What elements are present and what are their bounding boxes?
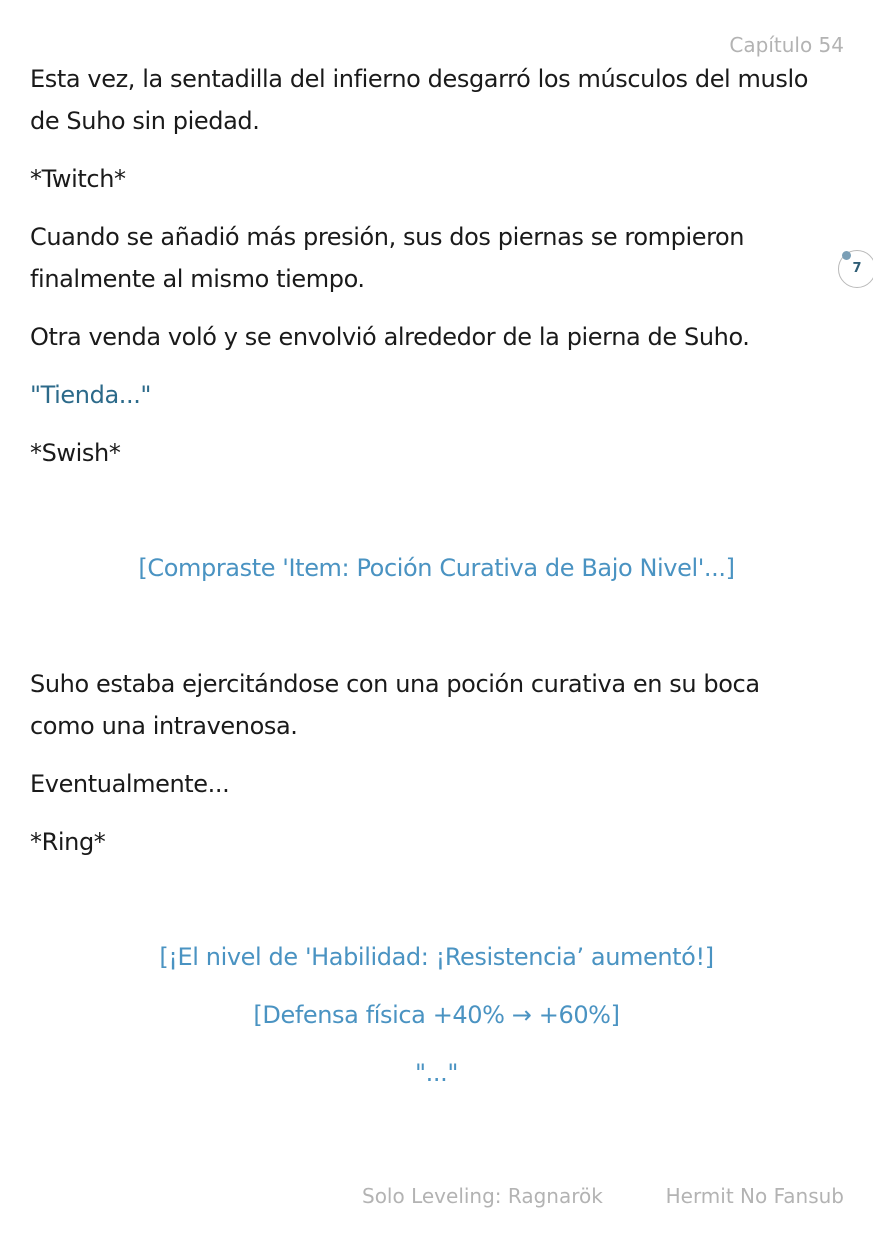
reading-content — [30, 58, 830, 1094]
paragraph: Esta vez, la sentadilla del infierno desgarró los músculos del muslo de Suho sin piedad. — [30, 65, 808, 135]
footer-book-title: Solo Leveling: Ragnarök — [362, 1184, 603, 1208]
page-number: 7 — [852, 261, 862, 276]
chapter-label: Capítulo 54 — [729, 33, 844, 57]
footer-group-name: Hermit No Fansub — [665, 1184, 844, 1208]
system-message: "..." — [415, 1059, 458, 1087]
paragraph: *Ring* — [30, 828, 106, 856]
system-message: [¡El nivel de 'Habilidad: ¡Resistencia’ aumentó!] — [159, 943, 714, 971]
paragraph: *Twitch* — [30, 165, 126, 193]
system-message: [Defensa física +40% → +60%] — [253, 1001, 620, 1029]
paragraph: *Swish* — [30, 439, 121, 467]
paragraph: Otra venda voló y se envolvió alrededor de la pierna de Suho. — [30, 323, 750, 351]
dialogue-line: "Tienda..." — [30, 381, 152, 409]
page-progress-indicator[interactable] — [838, 250, 873, 288]
system-message: [Compraste 'Item: Poción Curativa de Bajo Nivel'...] — [138, 554, 735, 582]
progress-dot-icon — [842, 251, 851, 260]
paragraph: Eventualmente... — [30, 770, 230, 798]
paragraph: Suho estaba ejercitándose con una poción curativa en su boca como una intravenosa. — [30, 670, 760, 740]
paragraph: Cuando se añadió más presión, sus dos piernas se rompieron finalmente al mismo tiempo. — [30, 223, 745, 293]
